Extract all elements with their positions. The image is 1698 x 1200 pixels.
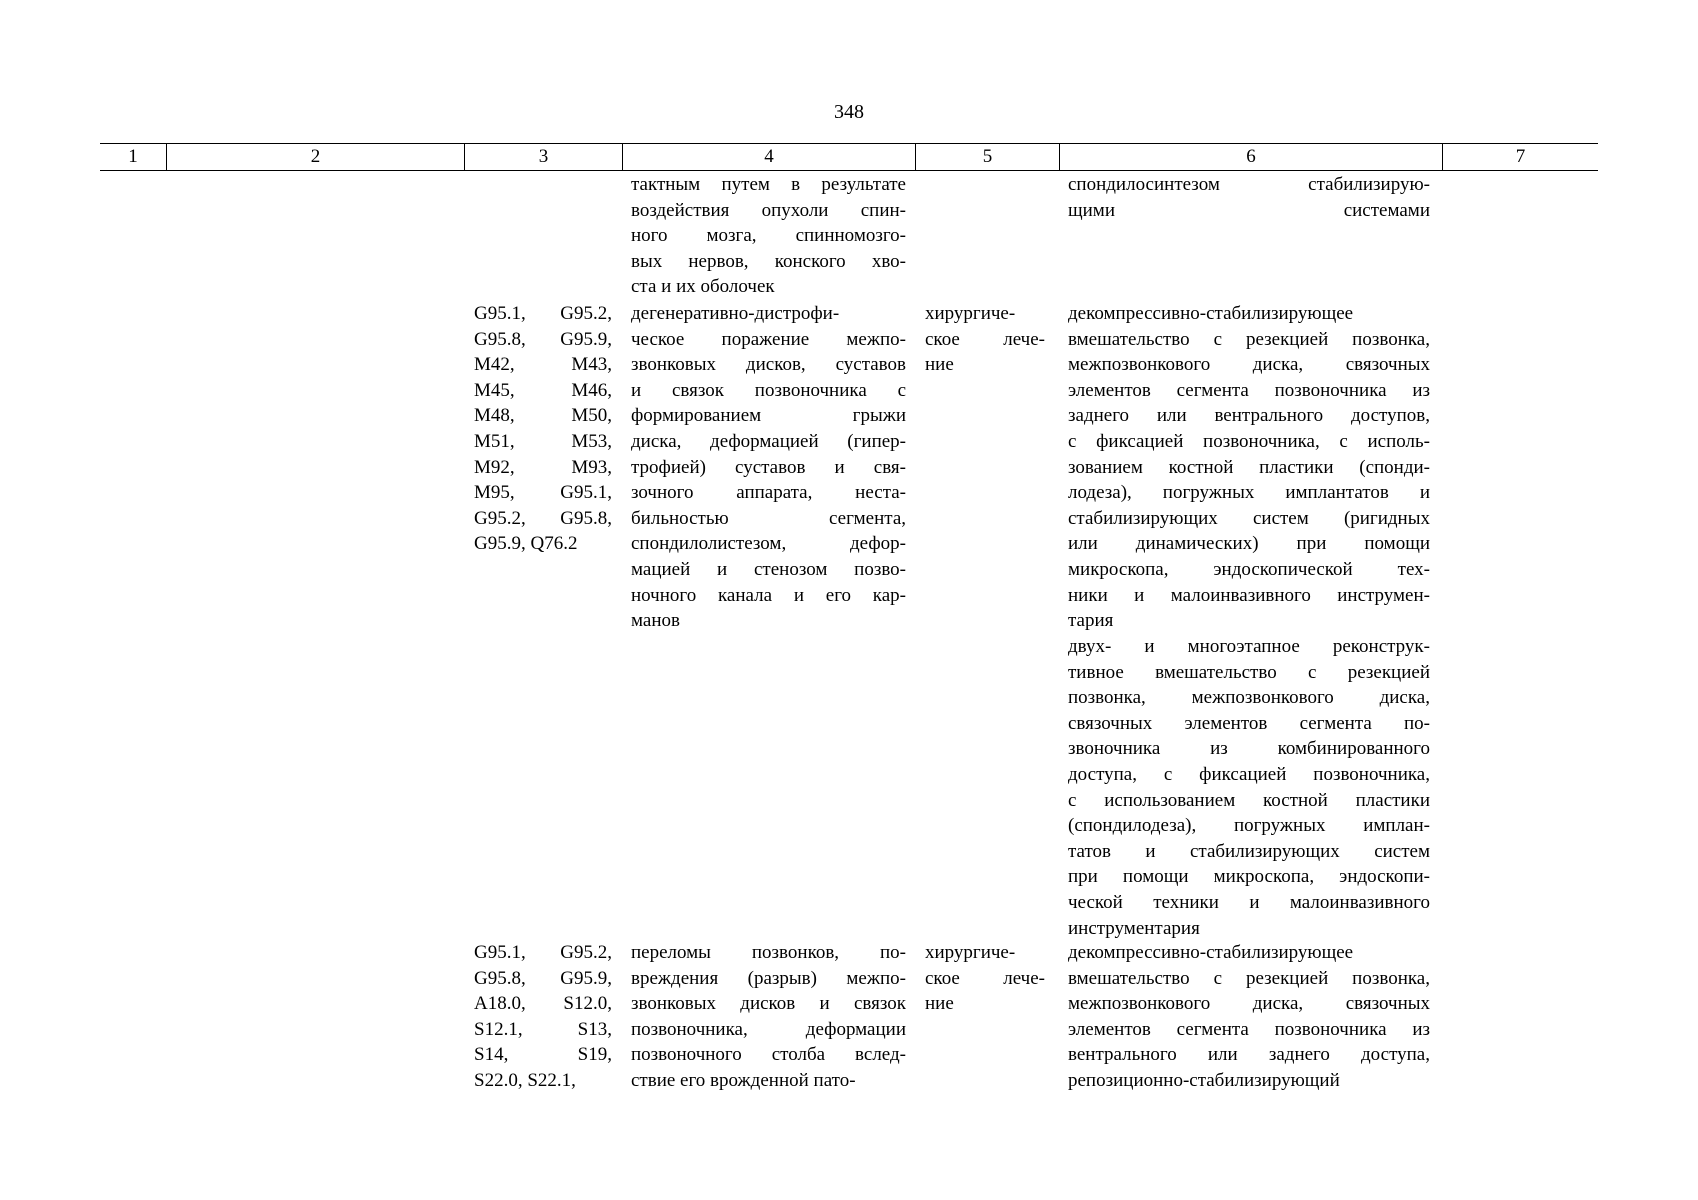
text-line: связочных элементов сегмента по- xyxy=(1068,712,1430,734)
column-header-1: 1 xyxy=(128,146,138,167)
text-line: декомпрессивно-стабилизирующее xyxy=(1068,942,1354,963)
text-line: ствие его врожденной пато- xyxy=(631,1069,856,1091)
text-line: M92, M93, xyxy=(474,456,612,478)
text-line: S22.0, S22.1, xyxy=(474,1069,576,1091)
text-line: G95.8, G95.9, xyxy=(474,967,612,989)
text-line: позвонка, межпозвонкового диска, xyxy=(1068,687,1430,709)
column-header-5: 5 xyxy=(915,144,1059,170)
text-line: заднего или вентрального доступов, xyxy=(1068,405,1430,427)
text-line: M95, G95.1, xyxy=(474,482,612,504)
text-line: зованием костной пластики (спонди- xyxy=(1068,456,1430,478)
text-line: вреждения (разрыв) межпо- xyxy=(631,967,906,989)
text-line: M48, M50, xyxy=(474,405,612,427)
text-line: G95.1, G95.2, xyxy=(474,303,612,324)
text-line: G95.8, G95.9, xyxy=(474,328,612,350)
text-line: позвоночника, деформации xyxy=(631,1018,906,1040)
text-line: ское лече- xyxy=(925,967,1045,989)
text-line: и связок позвоночника с xyxy=(631,379,906,401)
text-line: G95.1, G95.2, xyxy=(474,942,612,963)
text-line: микроскопа, эндоскопической тех- xyxy=(1068,558,1430,580)
method-cell xyxy=(1068,940,1430,1094)
text-line: M51, M53, xyxy=(474,430,612,452)
text-line: вых нервов, конского хво- xyxy=(631,250,906,272)
text-line: позвоночного столба вслед- xyxy=(631,1044,906,1066)
text-line: щими системами xyxy=(1068,199,1430,221)
text-line: тактным путем в результате xyxy=(631,174,906,195)
text-line: двух- и многоэтапное реконструк- xyxy=(1068,636,1430,657)
diagnosis-cell xyxy=(631,301,906,634)
text-line: при помощи микроскопа, эндоскопи- xyxy=(1068,866,1430,888)
text-line: татов и стабилизирующих систем xyxy=(1068,840,1430,862)
text-line: ние xyxy=(925,354,954,376)
text-line: элементов сегмента позвоночника из xyxy=(1068,379,1430,401)
text-line: хирургиче- xyxy=(925,942,1016,963)
column-header-6: 6 xyxy=(1059,144,1442,170)
text-line: ного мозга, спинномозго- xyxy=(631,225,906,247)
text-line: (спондилодеза), погружных имплан- xyxy=(1068,815,1430,837)
text-line: диска, деформацией (гипер- xyxy=(631,430,906,452)
text-line: зочного аппарата, неста- xyxy=(631,482,906,504)
text-line: вентрального или заднего доступа, xyxy=(1068,1044,1430,1066)
text-line: звонковых дисков, суставов xyxy=(631,354,906,376)
text-line: ста и их оболочек xyxy=(631,276,775,298)
text-line: доступа, с фиксацией позвоночника, xyxy=(1068,763,1430,785)
text-line: S14, S19, xyxy=(474,1044,612,1066)
text-line: S12.1, S13, xyxy=(474,1018,612,1040)
text-line: вмешательство с резекцией позвонка, xyxy=(1068,967,1430,989)
column-header-4: 4 xyxy=(622,144,915,170)
text-line: ческой техники и малоинвазивного xyxy=(1068,891,1430,913)
method-cell xyxy=(1068,301,1430,634)
text-line: стабилизирующих систем (ригидных xyxy=(1068,507,1430,529)
text-line: декомпрессивно-стабилизирующее xyxy=(1068,303,1354,324)
text-line: G95.9, Q76.2 xyxy=(474,533,578,555)
text-line: элементов сегмента позвоночника из xyxy=(1068,1018,1430,1040)
icd-codes-cell xyxy=(474,940,612,1094)
text-line: тария xyxy=(1068,610,1114,632)
text-line: межпозвонкового диска, связочных xyxy=(1068,993,1430,1015)
icd-codes-cell xyxy=(474,301,612,557)
text-line: спондилолистезом, дефор- xyxy=(631,533,906,555)
text-line: ческое поражение межпо- xyxy=(631,328,906,350)
text-line: ночного канала и его кар- xyxy=(631,584,906,606)
text-line: M45, M46, xyxy=(474,379,612,401)
text-line: манов xyxy=(631,610,680,632)
text-line: хирургиче- xyxy=(925,303,1016,324)
column-header-2: 2 xyxy=(166,144,464,170)
column-header-7: 7 xyxy=(1442,144,1598,170)
text-line: звонковых дисков и связок xyxy=(631,993,906,1015)
text-line: дегенеративно-дистрофи- xyxy=(631,303,840,324)
text-line: тивное вмешательство с резекцией xyxy=(1068,661,1430,683)
text-line: мацией и стенозом позво- xyxy=(631,558,906,580)
text-line: или динамических) при помощи xyxy=(1068,533,1430,555)
text-line: спондилосинтезом стабилизирую- xyxy=(1068,174,1430,195)
text-line: с использованием костной пластики xyxy=(1068,789,1430,811)
table-header xyxy=(100,143,1598,171)
text-line: межпозвонкового диска, связочных xyxy=(1068,354,1430,376)
page-number: 348 xyxy=(834,101,864,123)
method-cell xyxy=(1068,634,1430,941)
column-header-3: 3 xyxy=(464,144,622,170)
text-line: трофией) суставов и свя- xyxy=(631,456,906,478)
text-line: формированием грыжи xyxy=(631,405,906,427)
text-line: лодеза), погружных имплантатов и xyxy=(1068,482,1430,504)
text-line: ское лече- xyxy=(925,328,1045,350)
text-line: репозиционно-стабилизирующий xyxy=(1068,1069,1340,1091)
text-line: ники и малоинвазивного инструмен- xyxy=(1068,584,1430,606)
diagnosis-cell xyxy=(631,172,906,300)
treatment-type-cell xyxy=(925,940,1045,1017)
text-line: воздействия опухоли спин- xyxy=(631,199,906,221)
treatment-type-cell xyxy=(925,301,1045,378)
text-line: A18.0, S12.0, xyxy=(474,993,612,1015)
text-line: с фиксацией позвоночника, с исполь- xyxy=(1068,430,1430,452)
text-line: инструментария xyxy=(1068,917,1200,939)
text-line: звоночника из комбинированного xyxy=(1068,738,1430,760)
text-line: G95.2, G95.8, xyxy=(474,507,612,529)
text-line: ние xyxy=(925,993,954,1015)
text-line: бильностью сегмента, xyxy=(631,507,906,529)
text-line: M42, M43, xyxy=(474,354,612,376)
method-cell xyxy=(1068,172,1430,223)
text-line: вмешательство с резекцией позвонка, xyxy=(1068,328,1430,350)
diagnosis-cell xyxy=(631,940,906,1094)
text-line: переломы позвонков, по- xyxy=(631,942,906,963)
